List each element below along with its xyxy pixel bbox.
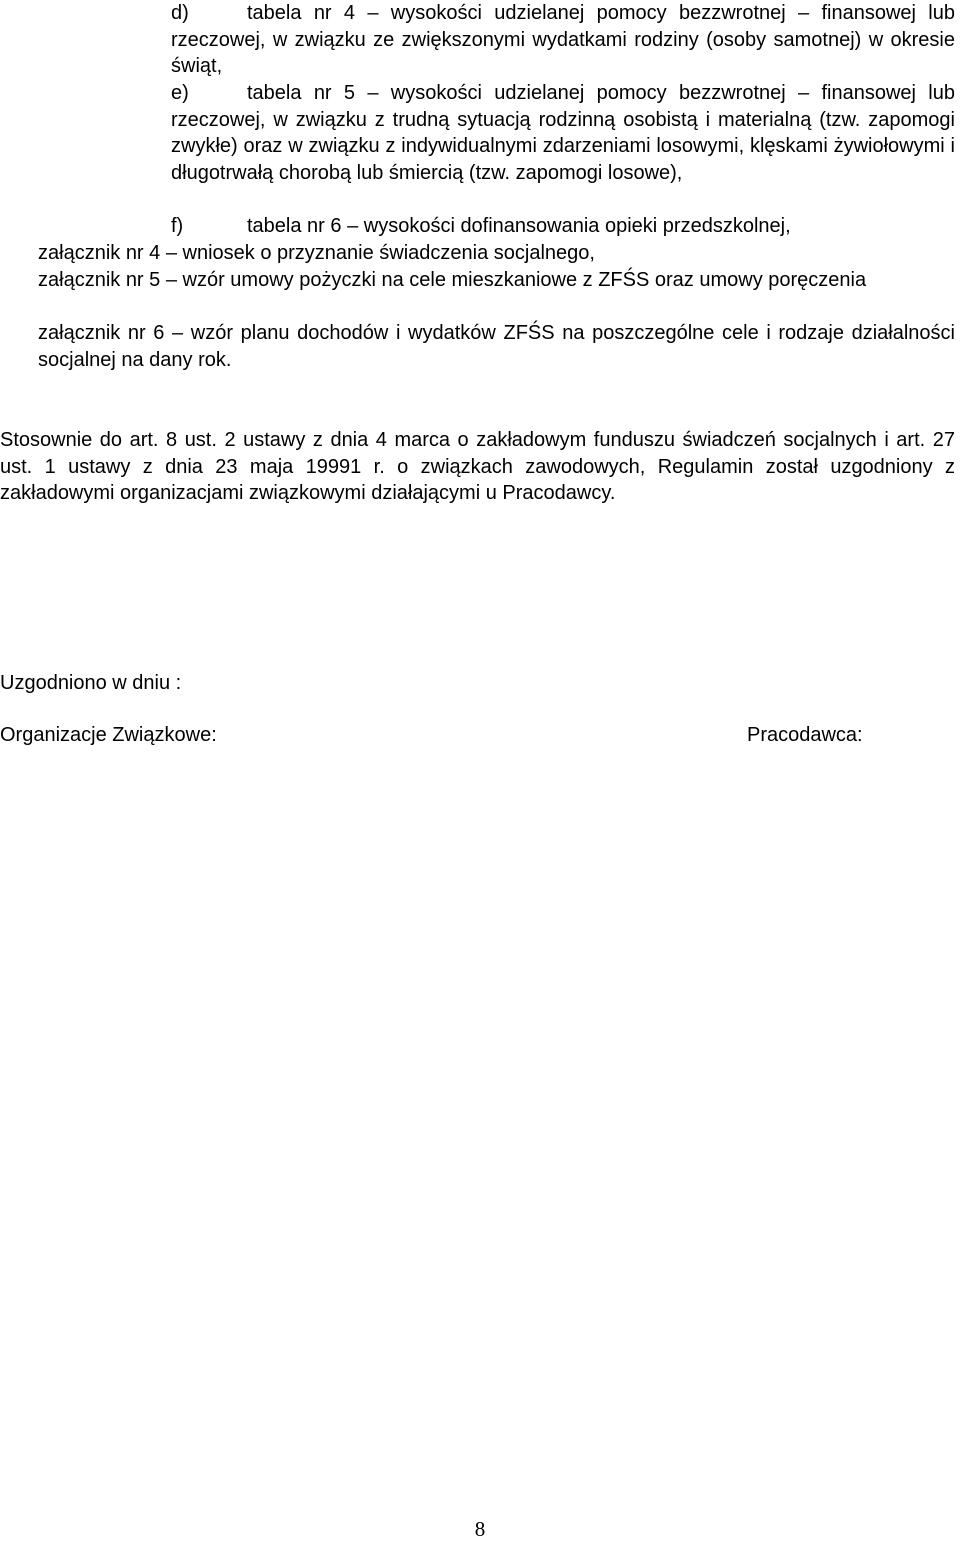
attachment-5: załącznik nr 5 – wzór umowy pożyczki na cele mieszkaniowe z ZFŚS oraz umowy poręczenia <box>38 269 867 291</box>
list-item-text: tabela nr 6 – wysokości dofinansowania opieki przedszkolnej, <box>247 215 791 237</box>
list-marker: d) <box>171 2 189 24</box>
list-item-f <box>171 213 955 240</box>
unions-signature-label: Organizacje Związkowe: <box>0 724 217 746</box>
agreement-date-label: Uzgodniono w dniu : <box>0 672 182 694</box>
attachment-4: załącznik nr 4 – wniosek o przyznanie świadczenia socjalnego, <box>38 242 595 264</box>
list-marker: e) <box>171 82 189 104</box>
list-item-text: tabela nr 5 – wysokości udzielanej pomocy bezzwrotnej – finansowej lub rzeczowej, w związku z trudną sytuacją rodzinną osobistą i materialną (tzw. zapomogi zwykłe) oraz w związku z indywidualnymi zdarzeniami losowymi, klęskami żywiołowymi i długotrwałą chorobą lub śmiercią (tzw. zapomogi losowe), <box>171 82 955 185</box>
attachment-6: załącznik nr 6 – wzór planu dochodów i wydatków ZFŚS na poszczególne cele i rodzaje działalności socjalnej na dany rok. <box>38 322 955 371</box>
list-item-d <box>171 0 955 80</box>
employer-signature-label: Pracodawca: <box>747 724 863 746</box>
page-number: 8 <box>474 1517 486 1541</box>
list-item-text: tabela nr 4 – wysokości udzielanej pomocy bezzwrotnej – finansowej lub rzeczowej, w związku ze zwiększonymi wydatkami rodziny (osoby samotnej) w okresie świąt, <box>171 2 955 78</box>
closing-paragraph: Stosownie do art. 8 ust. 2 ustawy z dnia 4 marca o zakładowym funduszu świadczeń socjalnych i art. 27 ust. 1 ustawy z dnia 23 maja 19991 r. o związkach zawodowych, Regulamin został uzgodniony z zakładowymi organizacjami związkowymi działającymi u Pracodawcy. <box>0 429 955 505</box>
list-marker: f) <box>171 215 184 237</box>
list-item-e <box>171 80 955 187</box>
